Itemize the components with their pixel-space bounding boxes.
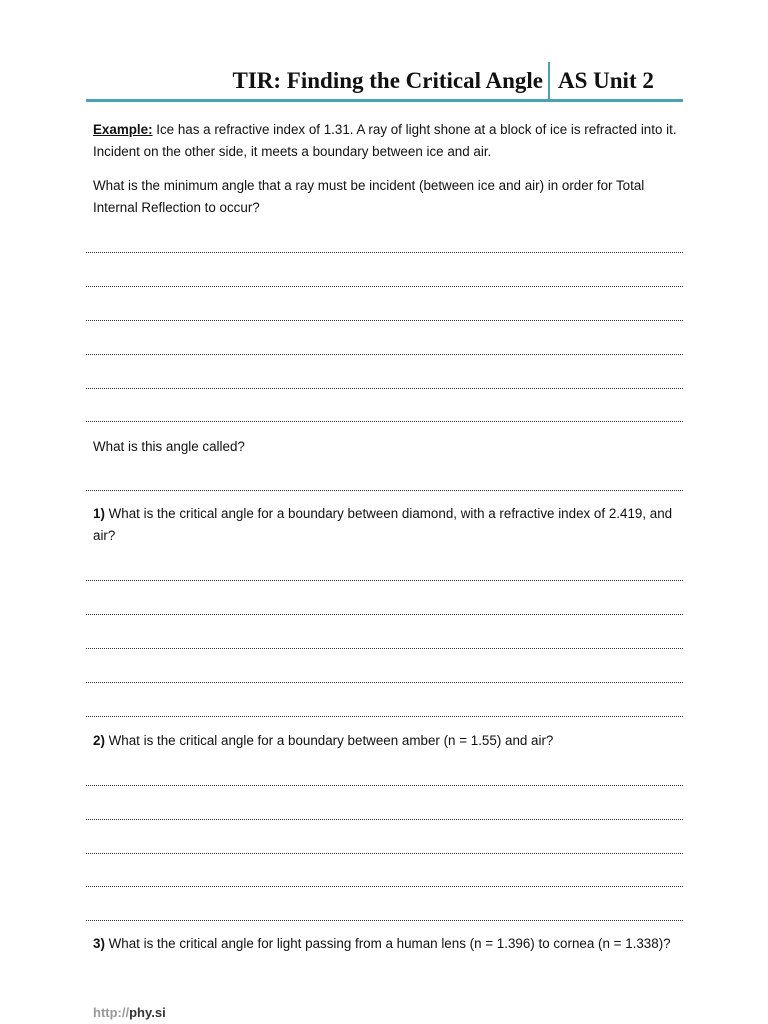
answer-line[interactable] (86, 682, 683, 683)
unit-label: AS Unit 2 (558, 68, 654, 93)
footer-domain: phy.si (129, 1005, 166, 1020)
header-rule (86, 99, 683, 102)
question-3-number: 3) (93, 936, 105, 951)
example-text: Ice has a refractive index of 1.31. A ray of light shone at a block of ice is refracted into it. Incident on the other side, it meets a boundary between ice and air. (93, 122, 677, 159)
answer-line[interactable] (86, 580, 683, 581)
question-1-text: What is the critical angle for a boundary between diamond, with a refractive index of 2.419, and air? (93, 506, 673, 543)
footer-url[interactable] (93, 1005, 166, 1020)
question-2 (93, 730, 678, 752)
answer-line[interactable] (86, 320, 683, 321)
header-divider (548, 62, 550, 102)
question-1-number: 1) (93, 506, 105, 521)
answer-line[interactable] (86, 785, 683, 786)
answer-line[interactable] (86, 716, 683, 717)
example-paragraph (93, 119, 678, 163)
answer-line[interactable] (86, 819, 683, 820)
angle-name-question: What is this angle called? (93, 439, 245, 454)
answer-line[interactable] (86, 614, 683, 615)
answer-line[interactable] (86, 388, 683, 389)
question-3-text: What is the critical angle for light passing from a human lens (n = 1.396) to cornea (n = 1.338)? (104, 936, 671, 951)
answer-line[interactable] (86, 286, 683, 287)
answer-line[interactable] (86, 853, 683, 854)
answer-line[interactable] (86, 886, 683, 887)
answer-line[interactable] (86, 490, 683, 491)
question-2-number: 2) (93, 733, 105, 748)
answer-line[interactable] (86, 252, 683, 253)
answer-line[interactable] (86, 354, 683, 355)
answer-line[interactable] (86, 648, 683, 649)
answer-line[interactable] (86, 421, 683, 422)
question-3 (93, 933, 678, 955)
page-title: TIR: Finding the Critical Angle (232, 68, 543, 93)
example-label: Example: (93, 122, 153, 137)
question-1 (93, 503, 678, 547)
answer-line[interactable] (86, 920, 683, 921)
main-question: What is the minimum angle that a ray must be incident (between ice and air) in order for Total Internal Reflection to occur? (93, 178, 645, 215)
page-header (86, 62, 683, 102)
question-2-text: What is the critical angle for a boundary between amber (n = 1.55) and air? (104, 733, 554, 748)
footer-protocol: http:// (93, 1005, 130, 1020)
